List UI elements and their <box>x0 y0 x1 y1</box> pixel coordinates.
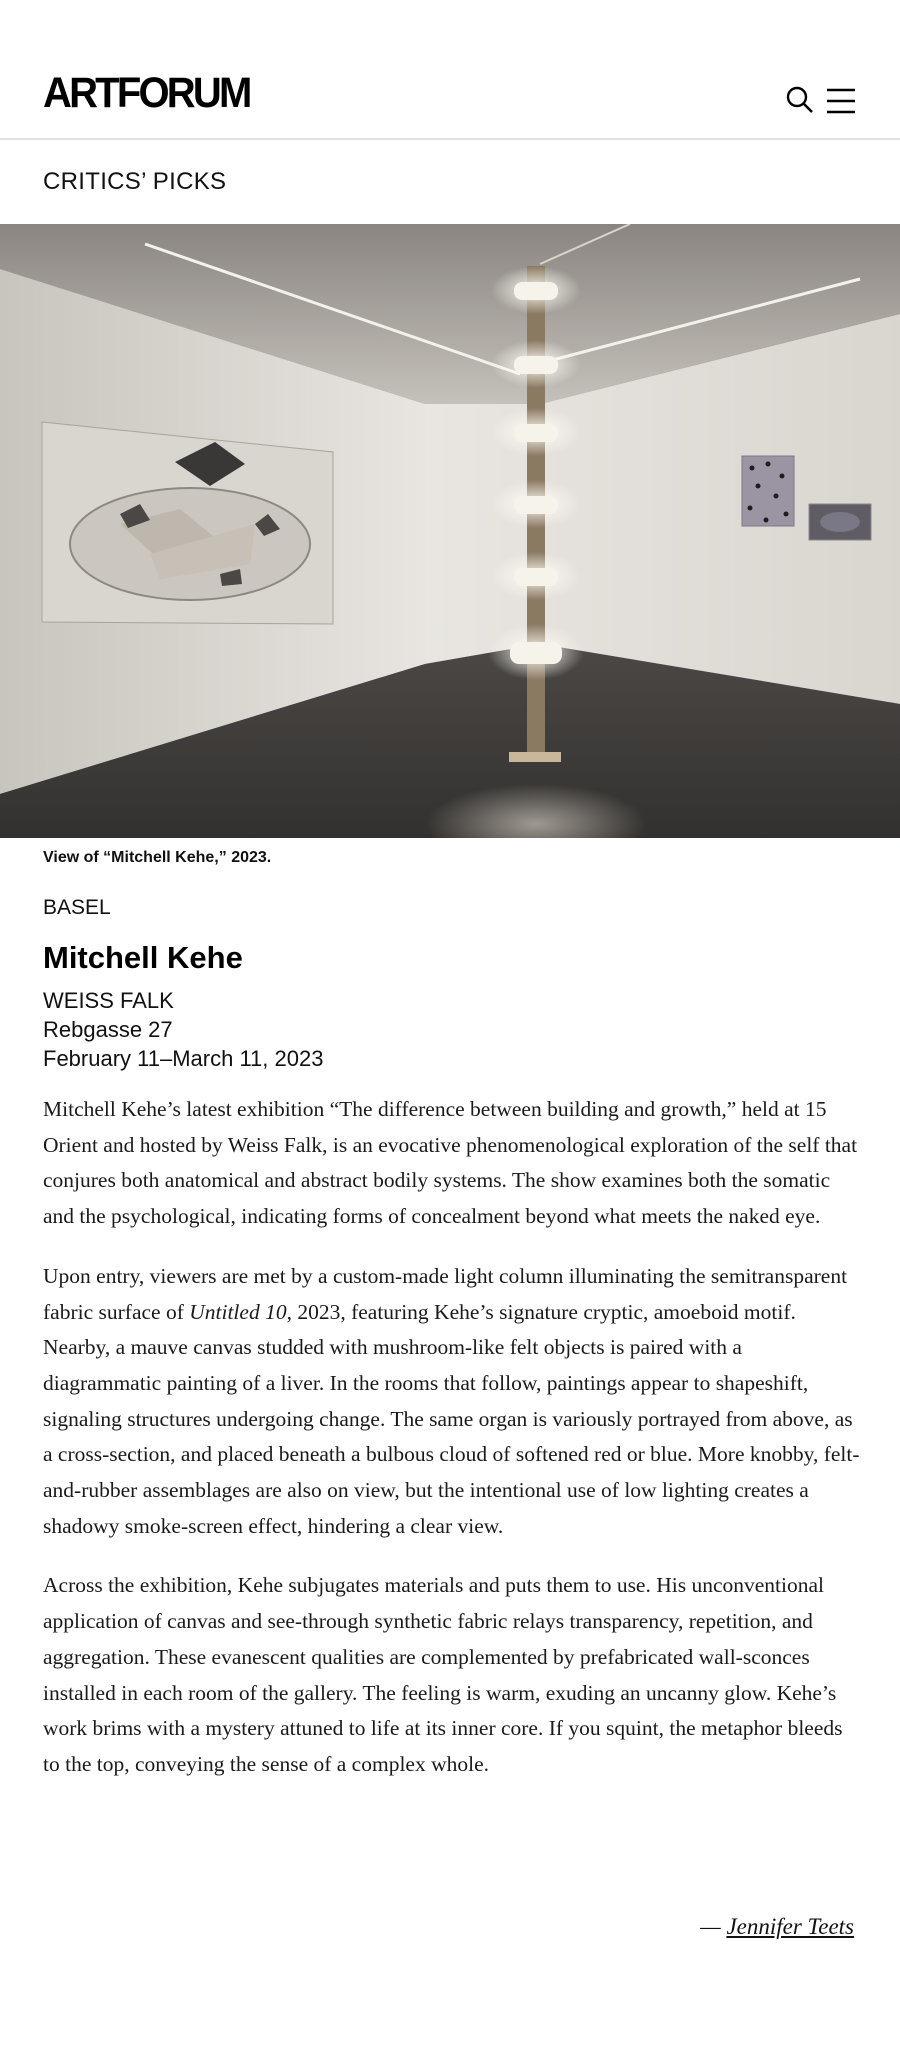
gallery-name[interactable]: WEISS FALK <box>43 988 174 1013</box>
author-link[interactable]: Jennifer Teets <box>726 1914 854 1939</box>
review-title: Mitchell Kehe <box>43 940 243 975</box>
site-header <box>0 0 900 140</box>
exhibition-photo <box>0 224 900 838</box>
gallery-address: Rebgasse 27 <box>43 1017 173 1042</box>
exhibition-photo-illustration <box>0 224 900 838</box>
exhibition-dates: February 11–March 11, 2023 <box>43 1046 324 1071</box>
byline-dash: — <box>700 1914 727 1939</box>
city-label[interactable]: BASEL <box>43 896 111 919</box>
header-icons <box>784 84 858 118</box>
article-paragraph-2 <box>43 1259 863 1545</box>
article-paragraph-1: Mitchell Kehe’s latest exhibition “The difference between building and growth,” held at 15 Orient and hosted by Weiss Falk, is an evocative phenomenological exploration of the self that conjures both anatomical and abstract bodily systems. The show examines both the somatic and the psychological, indicating forms of concealment beyond what meets the naked eye. <box>43 1097 858 1229</box>
artforum-logo[interactable]: ARTFORUM <box>43 69 250 117</box>
exhibition-info <box>43 986 323 1073</box>
section-label[interactable]: CRITICS’ PICKS <box>43 168 227 195</box>
artwork-title: Untitled 10 <box>189 1299 287 1324</box>
image-caption: View of “Mitchell Kehe,” 2023. <box>43 849 272 866</box>
hamburger-menu-icon[interactable] <box>824 84 858 118</box>
article-body <box>43 1092 863 1807</box>
paragraph-2-text-start: Upon entry, viewers are met by a custom-made light column illuminating the semitransparent fabric surface of <box>43 1263 848 1324</box>
search-icon[interactable] <box>784 84 818 118</box>
article-paragraph-3: Across the exhibition, Kehe subjugates materials and puts them to use. His unconventional application of canvas and see-through synthetic fabric relays transparency, repetition, and aggregation. These evanescent qualities are complemented by prefabricated wall-sconces installed in each room of the gallery. The feeling is warm, exuding an uncanny glow. Kehe’s work brims with a mystery attuned to life at its inner core. If you squint, the metaphor bleeds to the top, conveying the sense of a complex whole. <box>43 1573 843 1776</box>
byline <box>700 1914 854 1940</box>
paragraph-2-text-end: , 2023, featuring Kehe’s signature cryptic, amoeboid motif. Nearby, a mauve canvas studded with mushroom-like felt objects is paired with a diagrammatic painting of a liver. In the rooms that follow, paintings appear to shapeshift, signaling structures undergoing change. The same organ is variously portrayed from above, as a cross-section, and placed beneath a bulbous cloud of softened red or blue. More knobby, felt-and-rubber assemblages are also on view, but the intentional use of low lighting creates a shadowy smoke-screen effect, hindering a clear view. <box>43 1299 860 1538</box>
